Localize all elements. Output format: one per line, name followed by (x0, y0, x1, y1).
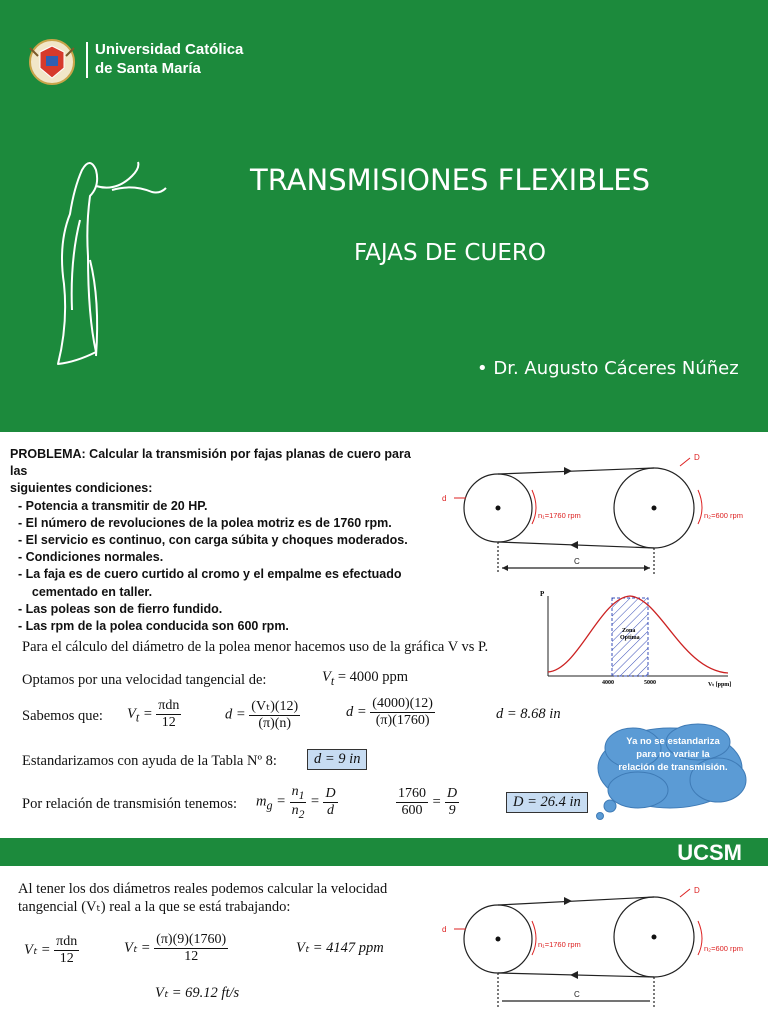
label-D: D (694, 453, 700, 462)
d-substitution: d = $\frac{(4000)(12)}{(\pi)(1760)}$ (346, 696, 433, 728)
list-item: - Las rpm de la polea conducida son 600 rpm. (18, 619, 289, 634)
d-result: d = 8.68 in (496, 706, 561, 722)
graph-note: Para el cálculo del diámetro de la polea menor hacemos uso de la gráfica V vs P. (22, 639, 489, 655)
graph-xlabel: Vₜ [ppm] (708, 682, 732, 688)
graph-ylabel: P (540, 590, 545, 598)
zone-label-1: Zona (622, 628, 636, 634)
title-slide (0, 0, 768, 432)
logo-separator (86, 42, 88, 78)
ratio-substitution: $\frac{1760}{600}$ = $\frac{D}{9}$ (398, 786, 458, 818)
slide3-intro-1: Al tener los dos diámetros reales podemos calcular la velocidad (18, 881, 388, 897)
label-C: C (574, 557, 580, 566)
slide3-vt-formula: Vₜ = $\frac{\text{πdn}}{12}$ (24, 934, 78, 966)
graph-tick-4000: 4000 (602, 680, 614, 686)
section-band (0, 838, 768, 866)
list-item: - Las poleas son de fierro fundido. (18, 601, 223, 616)
list-item: - La faja es de cuero curtido al cromo y el empalme es efectuado (18, 567, 402, 582)
label-C: C (574, 990, 580, 999)
graph-tick-5000: 5000 (644, 680, 656, 686)
problem-heading: PROBLEMA: Calcular la transmisión por fajas planas de cuero para las (10, 447, 411, 479)
label-n2: n₂=600 rpm (704, 511, 743, 520)
d-standard-box: d = 9 in (307, 749, 367, 770)
D-result-box: D = 26.4 in (506, 792, 588, 813)
list-item: - Potencia a transmitir de 20 HP. (18, 498, 208, 513)
d-formula: d = $\frac{\text{(Vₜ)(12)}}{(\pi)(n)}$ (225, 699, 299, 731)
slide-subtitle: FAJAS DE CUERO (354, 240, 546, 266)
label-n1: n₁=1760 rpm (538, 940, 581, 949)
label-d: d (442, 925, 447, 934)
ucsm-brand: UCSM (677, 840, 742, 865)
list-item: - Condiciones normales. (18, 550, 164, 565)
slide3-intro-2: tangencial (Vₜ) real a la que se está trabajando: (18, 899, 291, 915)
relacion-label: Por relación de transmisión tenemos: (22, 796, 238, 812)
vt-formula: $V_t$ = $\frac{\text{πdn}}{12}$ (127, 698, 180, 730)
sabemos-label: Sabemos que: (22, 708, 103, 724)
university-name: Universidad Católica de Santa María (95, 41, 244, 77)
velocity-choice-label: Optamos por una velocidad tangencial de: (22, 672, 267, 688)
estandarizamos-label: Estandarizamos con ayuda de la Tabla Nº 8: (22, 753, 277, 769)
slide3-vt-result: Vₜ = 4147 ppm (296, 940, 384, 956)
problem-heading-2: siguientes condiciones: (10, 481, 153, 496)
slide3-vt-substitution: Vₜ = $\frac{(\pi)(9)(1760)}{12}$ (124, 932, 227, 964)
ratio-formula: $m_g$ = $\frac{n_1}{n_2}$ = $\frac{D}{d}$ (256, 784, 336, 821)
label-d: d (442, 494, 447, 503)
university-seal-icon (26, 36, 82, 92)
label-D: D (694, 886, 700, 895)
virgin-figure-icon (52, 150, 172, 375)
cloud-note: Ya no se estandariza para no variar la relación de transmisión. (618, 736, 728, 773)
list-item: - El servicio es continuo, con carga súbita y choques moderados. (18, 533, 408, 548)
list-item: - El número de revoluciones de la polea motriz es de 1760 rpm. (18, 515, 392, 530)
slide3-vt-final: Vₜ = 69.12 ft/s (155, 985, 240, 1001)
author-name: • Dr. Augusto Cáceres Núñez (477, 358, 739, 379)
pulley-diagram (436, 450, 743, 575)
pulley-diagram-2 (436, 885, 743, 1010)
velocity-choice-value: $V_t = 4000$ ppm (322, 669, 409, 688)
problem-statement (10, 446, 430, 635)
zone-label-2: Optima (620, 635, 640, 641)
velocity-power-graph (538, 588, 738, 688)
label-n1: n₁=1760 rpm (538, 511, 581, 520)
list-item: cementado en taller. (18, 584, 153, 599)
label-n2: n₂=600 rpm (704, 944, 743, 953)
slide-title: TRANSMISIONES FLEXIBLES (250, 163, 650, 197)
